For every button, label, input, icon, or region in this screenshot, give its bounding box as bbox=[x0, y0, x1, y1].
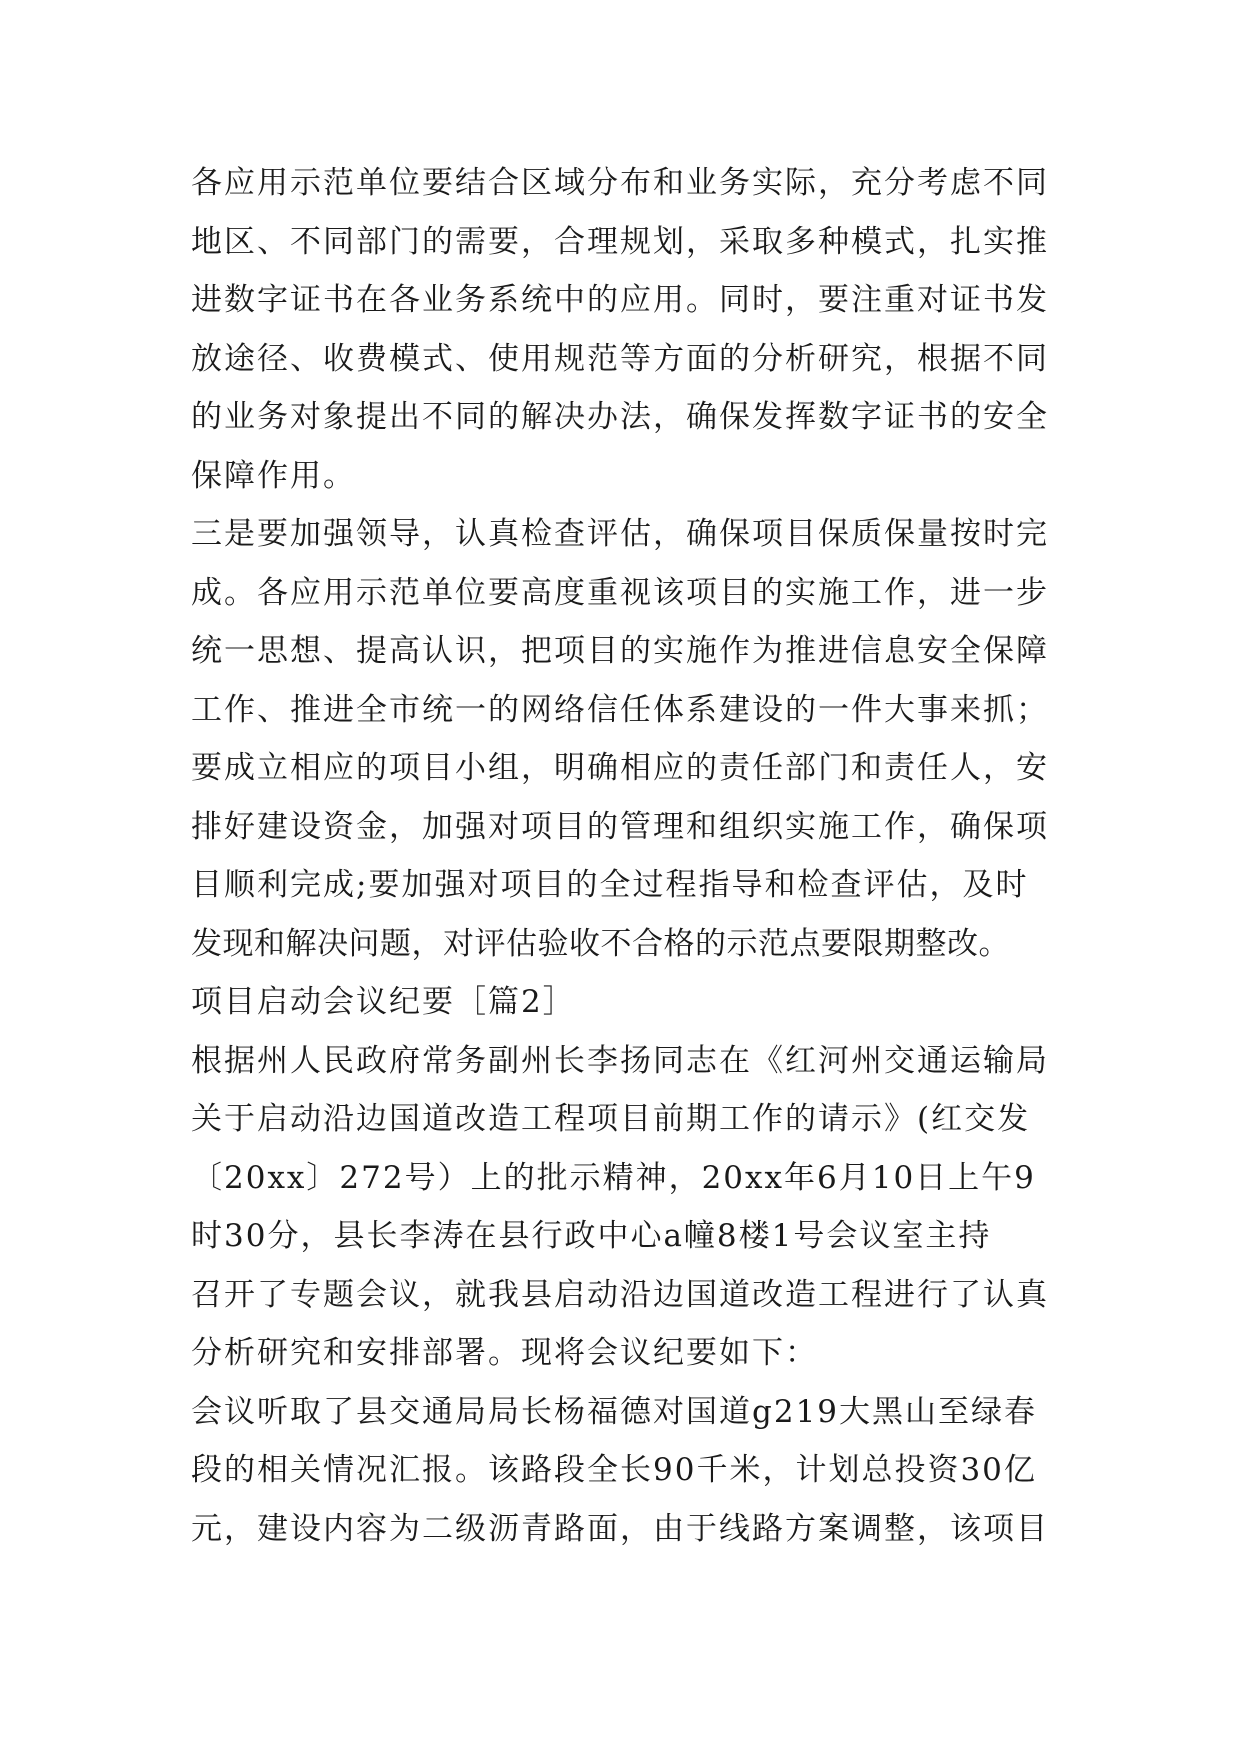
text-line: 各应用示范单位要结合区域分布和业务实际，充分考虑不同 bbox=[191, 165, 1049, 201]
text-line: 进数字证书在各业务系统中的应用。同时，要注重对证书发 bbox=[191, 282, 1049, 318]
text-line: 地区、不同部门的需要，合理规划，采取多种模式，扎实推 bbox=[191, 223, 1049, 260]
text-line: 要成立相应的项目小组，明确相应的责任部门和责任人，安 bbox=[191, 750, 1049, 786]
text-line: 段的相关情况汇报。该路段全长90千米，计划总投资30亿 bbox=[191, 1452, 1037, 1488]
section-heading: 项目启动会议纪要［篇2］ bbox=[191, 984, 576, 1020]
text-line: 保障作用。 bbox=[191, 457, 356, 494]
text-line: 时30分，县长李涛在县行政中心a幢8楼1号会议室主持 bbox=[191, 1218, 992, 1254]
text-line: 关于启动沿边国道改造工程项目前期工作的请示》(红交发 bbox=[191, 1101, 1031, 1137]
text-line: 根据州人民政府常务副州长李扬同志在《红河州交通运输局 bbox=[191, 1042, 1049, 1079]
text-line: 分析研究和安排部署。现将会议纪要如下： bbox=[191, 1335, 818, 1371]
text-line: 统一思想、提高认识，把项目的实施作为推进信息安全保障 bbox=[191, 633, 1049, 669]
text-line: 发现和解决问题，对评估验收不合格的示范点要限期整改。 bbox=[191, 925, 1010, 962]
text-line: 成。各应用示范单位要高度重视该项目的实施工作，进一步 bbox=[191, 574, 1049, 611]
text-line: 工作、推进全市统一的网络信任体系建设的一件大事来抓； bbox=[191, 691, 1049, 728]
document-body bbox=[191, 154, 1071, 1558]
text-line: 召开了专题会议，就我县启动沿边国道改造工程进行了认真 bbox=[191, 1276, 1049, 1313]
text-line: 的业务对象提出不同的解决办法，确保发挥数字证书的安全 bbox=[191, 399, 1049, 435]
text-line: 目顺利完成;要加强对项目的全过程指导和检查评估，及时 bbox=[191, 867, 1029, 903]
text-line: 放途径、收费模式、使用规范等方面的分析研究，根据不同 bbox=[191, 340, 1049, 377]
text-line: 〔20xx〕272号）上的批示精神，20xx年6月10日上午9 bbox=[191, 1159, 1036, 1196]
text-line: 排好建设资金，加强对项目的管理和组织实施工作，确保项 bbox=[191, 808, 1049, 845]
text-line: 三是要加强领导，认真检查评估，确保项目保质保量按时完 bbox=[191, 516, 1049, 552]
text-line: 元，建设内容为二级沥青路面，由于线路方案调整，该项目 bbox=[191, 1510, 1049, 1547]
text-line: 会议听取了县交通局局长杨福德对国道g219大黑山至绿春 bbox=[191, 1393, 1038, 1430]
